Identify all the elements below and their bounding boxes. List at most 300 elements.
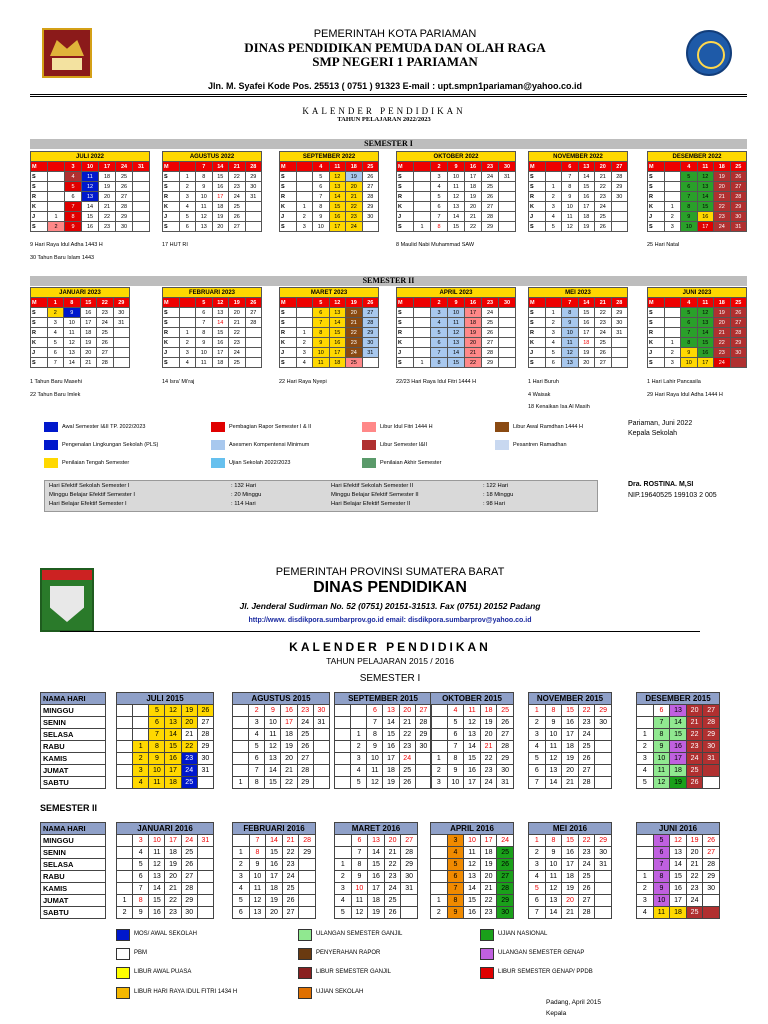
date-cell: 2 bbox=[133, 753, 149, 765]
date-cell: 18 bbox=[480, 847, 497, 859]
date-cell: 19 bbox=[368, 907, 385, 919]
date-cell: 27 bbox=[482, 338, 499, 348]
date-cell: 25 bbox=[578, 741, 595, 753]
day-label: M bbox=[280, 298, 297, 308]
date-cell bbox=[233, 705, 249, 717]
date-cell bbox=[245, 328, 262, 338]
date-cell bbox=[299, 883, 316, 895]
dept-name: DINAS PENDIDIKAN PEMUDA DAN OLAH RAGA bbox=[244, 40, 546, 55]
day-label: M bbox=[31, 298, 48, 308]
bottom-sign-place: Padang, April 2015 bbox=[546, 999, 601, 1006]
legend-swatch bbox=[211, 440, 225, 450]
date-cell: 22 bbox=[465, 222, 482, 232]
day-label: S bbox=[163, 182, 180, 192]
date-cell: 30 bbox=[362, 338, 379, 348]
date-cell bbox=[296, 318, 313, 328]
date-cell bbox=[611, 212, 628, 222]
date-cell: 16 bbox=[465, 162, 482, 172]
date-cell: 23 bbox=[399, 741, 415, 753]
date-cell: 29 bbox=[297, 777, 313, 789]
sumatera-barat-logo bbox=[40, 568, 94, 632]
day-label: S bbox=[163, 172, 180, 182]
date-cell: 3 bbox=[545, 328, 562, 338]
eff-value: : 114 Hari bbox=[231, 501, 256, 507]
date-cell: 9 bbox=[196, 182, 213, 192]
date-cell: 26 bbox=[399, 777, 415, 789]
date-cell: 2 bbox=[664, 212, 681, 222]
date-cell: 26 bbox=[362, 172, 379, 182]
date-cell: 18 bbox=[281, 729, 297, 741]
date-cell: 9 bbox=[64, 308, 81, 318]
bottom-dept-name: DINAS PENDIDIKAN bbox=[313, 579, 467, 596]
date-cell bbox=[414, 182, 431, 192]
month-table bbox=[116, 692, 214, 789]
date-cell: 19 bbox=[281, 741, 297, 753]
day-label: R bbox=[163, 328, 180, 338]
date-cell: 10 bbox=[196, 348, 213, 358]
date-cell: 9 bbox=[447, 907, 464, 919]
date-cell: 26 bbox=[595, 348, 612, 358]
date-cell: 26 bbox=[730, 172, 747, 182]
date-cell: 10 bbox=[149, 835, 165, 847]
date-cell: 29 bbox=[611, 308, 628, 318]
date-cell: 13 bbox=[329, 308, 346, 318]
date-cell: 27 bbox=[703, 847, 720, 859]
date-cell: 2 bbox=[179, 338, 196, 348]
date-cell bbox=[595, 729, 612, 741]
legend-label: Pesantren Ramadhan bbox=[513, 442, 567, 448]
date-cell: 27 bbox=[703, 705, 720, 717]
day-label: K bbox=[648, 202, 665, 212]
date-cell: 2 bbox=[637, 883, 654, 895]
date-cell: 14 bbox=[670, 859, 687, 871]
date-cell: 4 bbox=[133, 777, 149, 789]
date-cell: 7 bbox=[681, 192, 698, 202]
date-cell: 31 bbox=[313, 717, 329, 729]
date-cell: 16 bbox=[578, 318, 595, 328]
date-cell: 27 bbox=[415, 705, 431, 717]
month-table bbox=[528, 822, 612, 919]
date-cell: 29 bbox=[703, 871, 720, 883]
date-cell: 6 bbox=[447, 729, 464, 741]
date-cell: 28 bbox=[245, 318, 262, 328]
date-cell: 10 bbox=[265, 717, 281, 729]
date-cell: 24 bbox=[480, 777, 497, 789]
date-cell: 25 bbox=[97, 328, 114, 338]
date-cell: 5 bbox=[529, 753, 546, 765]
date-cell bbox=[296, 298, 313, 308]
date-cell: 4 bbox=[431, 318, 448, 328]
date-cell: 30 bbox=[197, 753, 213, 765]
date-cell: 20 bbox=[266, 907, 283, 919]
date-cell bbox=[595, 777, 612, 789]
date-cell bbox=[611, 202, 628, 212]
date-cell bbox=[335, 847, 352, 859]
date-cell: 13 bbox=[545, 895, 562, 907]
date-cell: 7 bbox=[351, 847, 368, 859]
date-cell: 26 bbox=[197, 705, 213, 717]
note: 1 Hari Buruh bbox=[528, 379, 559, 385]
date-cell: 28 bbox=[299, 835, 316, 847]
date-cell: 17 bbox=[329, 348, 346, 358]
date-cell: 24 bbox=[482, 172, 499, 182]
day-label: S bbox=[31, 222, 48, 232]
legend-label: UJIAN NASIONAL bbox=[498, 931, 548, 937]
date-cell: 2 bbox=[529, 717, 546, 729]
legend-label: Ujian Sekolah 2022/2023 bbox=[229, 460, 291, 466]
date-cell: 8 bbox=[431, 358, 448, 368]
date-cell bbox=[730, 358, 747, 368]
date-cell bbox=[664, 182, 681, 192]
date-cell: 11 bbox=[196, 358, 213, 368]
day-label: S bbox=[529, 308, 546, 318]
date-cell: 29 bbox=[245, 172, 262, 182]
date-cell bbox=[499, 308, 516, 318]
date-cell: 15 bbox=[670, 729, 687, 741]
date-cell: 7 bbox=[47, 358, 64, 368]
date-cell: 11 bbox=[196, 202, 213, 212]
day-label: K bbox=[163, 338, 180, 348]
date-cell: 13 bbox=[368, 835, 385, 847]
date-cell bbox=[431, 729, 448, 741]
date-cell: 30 bbox=[113, 308, 130, 318]
bottom-gov-name: PEMERINTAH PROVINSI SUMATERA BARAT bbox=[275, 566, 505, 578]
date-cell: 22 bbox=[99, 212, 116, 222]
date-cell: 10 bbox=[313, 348, 330, 358]
date-cell bbox=[133, 705, 149, 717]
date-cell: 4 bbox=[65, 172, 82, 182]
date-cell: 14 bbox=[165, 729, 181, 741]
date-cell: 8 bbox=[681, 338, 698, 348]
date-cell: 23 bbox=[714, 212, 731, 222]
date-cell bbox=[595, 907, 612, 919]
date-cell bbox=[664, 328, 681, 338]
date-cell: 9 bbox=[249, 859, 266, 871]
date-cell: 13 bbox=[670, 705, 687, 717]
date-cell: 10 bbox=[82, 162, 99, 172]
date-cell: 31 bbox=[245, 192, 262, 202]
date-cell: 6 bbox=[47, 348, 64, 358]
legend-label: Penilaian Tengah Semester bbox=[62, 460, 130, 466]
calendar-year: TAHUN PELAJARAN 2022/2023 bbox=[337, 116, 431, 123]
day-label: J bbox=[31, 348, 48, 358]
eff-value: : 20 Minggu bbox=[231, 492, 262, 498]
date-cell: 31 bbox=[703, 753, 720, 765]
date-cell bbox=[335, 835, 352, 847]
nama-hari-header: NAMA HARI bbox=[41, 693, 106, 705]
month-header: JANUARI 2016 bbox=[117, 823, 214, 835]
date-cell: 4 bbox=[447, 847, 464, 859]
date-cell: 5 bbox=[681, 308, 698, 318]
date-cell: 22 bbox=[714, 338, 731, 348]
date-cell: 20 bbox=[99, 192, 116, 202]
date-cell: 15 bbox=[329, 328, 346, 338]
date-cell: 14 bbox=[578, 298, 595, 308]
date-cell bbox=[117, 777, 133, 789]
date-cell: 29 bbox=[197, 741, 213, 753]
date-cell: 19 bbox=[562, 883, 579, 895]
date-cell bbox=[499, 318, 516, 328]
date-cell: 12 bbox=[670, 835, 687, 847]
date-cell: 21 bbox=[686, 859, 703, 871]
date-cell: 23 bbox=[97, 308, 114, 318]
date-cell: 17 bbox=[464, 777, 481, 789]
date-cell bbox=[296, 192, 313, 202]
date-cell bbox=[664, 308, 681, 318]
date-cell: 11 bbox=[653, 765, 670, 777]
note: 30 Tahun Baru Islam 1443 bbox=[30, 255, 95, 261]
day-label: S bbox=[648, 318, 665, 328]
date-cell bbox=[296, 162, 313, 172]
date-cell bbox=[351, 717, 367, 729]
date-cell: 29 bbox=[113, 298, 130, 308]
date-cell: 17 bbox=[697, 358, 714, 368]
legend-swatch bbox=[480, 967, 494, 979]
date-cell bbox=[637, 835, 654, 847]
day-label: S bbox=[648, 358, 665, 368]
day-label: R bbox=[280, 328, 297, 338]
date-cell: 13 bbox=[464, 871, 481, 883]
day-label: S bbox=[163, 318, 180, 328]
date-cell: 3 bbox=[65, 162, 82, 172]
date-cell: 15 bbox=[265, 777, 281, 789]
date-cell: 10 bbox=[562, 328, 579, 338]
day-label: J bbox=[529, 348, 546, 358]
date-cell: 12 bbox=[697, 308, 714, 318]
date-cell bbox=[664, 318, 681, 328]
date-cell: 6 bbox=[653, 847, 670, 859]
date-cell bbox=[233, 717, 249, 729]
date-cell bbox=[313, 729, 329, 741]
day-label: S bbox=[163, 222, 180, 232]
note: 29 Hari Raya Idul Adha 1444 H bbox=[647, 392, 723, 398]
date-cell: 4 bbox=[637, 907, 654, 919]
date-cell: 8 bbox=[367, 729, 383, 741]
day-label: S bbox=[280, 308, 297, 318]
date-cell: 23 bbox=[480, 765, 497, 777]
month-table bbox=[334, 822, 418, 919]
date-cell: 9 bbox=[448, 298, 465, 308]
month-header: NOVEMBER 2022 bbox=[529, 152, 628, 162]
date-cell bbox=[197, 883, 213, 895]
legend-swatch bbox=[211, 422, 225, 432]
date-cell: 29 bbox=[611, 182, 628, 192]
date-cell: 26 bbox=[384, 907, 401, 919]
date-cell: 6 bbox=[447, 871, 464, 883]
date-cell: 10 bbox=[653, 895, 670, 907]
date-cell: 1 bbox=[48, 212, 65, 222]
date-cell: 25 bbox=[497, 705, 514, 717]
date-cell bbox=[414, 162, 431, 172]
date-cell: 15 bbox=[212, 172, 229, 182]
legend-swatch bbox=[495, 422, 509, 432]
date-cell bbox=[431, 859, 448, 871]
day-label: JUMAT bbox=[41, 765, 106, 777]
day-label: S bbox=[280, 172, 297, 182]
date-cell: 26 bbox=[229, 212, 246, 222]
date-cell: 4 bbox=[351, 765, 367, 777]
legend-label: PBM bbox=[134, 950, 148, 956]
date-cell: 11 bbox=[265, 729, 281, 741]
date-cell bbox=[335, 729, 351, 741]
date-cell: 5 bbox=[447, 717, 464, 729]
month-header: OKTOBER 2015 bbox=[431, 693, 514, 705]
date-cell: 30 bbox=[497, 765, 514, 777]
date-cell: 21 bbox=[282, 835, 299, 847]
note: 14 Isra' Mi'raj bbox=[162, 379, 195, 385]
date-cell: 12 bbox=[196, 212, 213, 222]
date-cell: 22 bbox=[229, 328, 246, 338]
date-cell: 21 bbox=[181, 729, 197, 741]
date-cell bbox=[179, 318, 196, 328]
date-cell bbox=[113, 348, 130, 358]
date-cell: 8 bbox=[64, 298, 81, 308]
legend-swatch bbox=[298, 929, 312, 941]
date-cell: 7 bbox=[529, 777, 546, 789]
date-cell: 1 bbox=[296, 328, 313, 338]
date-cell: 25 bbox=[181, 777, 197, 789]
date-cell: 10 bbox=[448, 308, 465, 318]
date-cell: 17 bbox=[480, 835, 497, 847]
date-cell: 1 bbox=[179, 172, 196, 182]
date-cell: 13 bbox=[562, 358, 579, 368]
month-table bbox=[232, 822, 316, 919]
day-label: S bbox=[397, 308, 414, 318]
date-cell bbox=[197, 859, 213, 871]
date-cell: 23 bbox=[229, 182, 246, 192]
date-cell: 22 bbox=[595, 308, 612, 318]
date-cell: 6 bbox=[179, 222, 196, 232]
date-cell bbox=[296, 172, 313, 182]
date-cell: 2 bbox=[47, 308, 64, 318]
date-cell: 27 bbox=[497, 871, 514, 883]
day-label: S bbox=[529, 172, 546, 182]
date-cell: 14 bbox=[578, 172, 595, 182]
date-cell: 28 bbox=[703, 859, 720, 871]
date-cell bbox=[117, 741, 133, 753]
date-cell: 21 bbox=[480, 883, 497, 895]
day-label: K bbox=[280, 338, 297, 348]
date-cell: 31 bbox=[133, 162, 150, 172]
date-cell: 14 bbox=[212, 318, 229, 328]
day-label: R bbox=[31, 328, 48, 338]
eff-value: : 122 Hari bbox=[483, 483, 509, 489]
note: 18 Kenaikan Isa Al Masih bbox=[528, 404, 590, 410]
date-cell: 23 bbox=[714, 348, 731, 358]
date-cell: 16 bbox=[329, 212, 346, 222]
date-cell: 26 bbox=[482, 192, 499, 202]
date-cell bbox=[245, 338, 262, 348]
school-address: Jln. M. Syafei Kode Pos. 25513 ( 0751 ) 91323 E-mail : upt.smpn1pariaman@yahoo.co.id bbox=[208, 81, 582, 91]
note: 1 Tahun Baru Masehi bbox=[30, 379, 82, 385]
date-cell: 29 bbox=[595, 835, 612, 847]
day-label: SELASA bbox=[41, 859, 106, 871]
date-cell: 25 bbox=[181, 847, 197, 859]
date-cell: 28 bbox=[730, 192, 747, 202]
date-cell: 28 bbox=[181, 883, 197, 895]
date-cell: 18 bbox=[212, 202, 229, 212]
date-cell: 28 bbox=[578, 777, 595, 789]
legend-swatch bbox=[116, 929, 130, 941]
date-cell: 1 bbox=[179, 328, 196, 338]
date-cell: 5 bbox=[653, 835, 670, 847]
month-header: MARET 2016 bbox=[335, 823, 418, 835]
date-cell: 6 bbox=[367, 705, 383, 717]
date-cell: 20 bbox=[165, 871, 181, 883]
date-cell: 23 bbox=[282, 859, 299, 871]
date-cell: 28 bbox=[415, 717, 431, 729]
date-cell: 25 bbox=[497, 847, 514, 859]
date-cell: 6 bbox=[196, 308, 213, 318]
date-cell bbox=[703, 907, 720, 919]
note: 17 HUT RI bbox=[162, 242, 188, 248]
date-cell: 11 bbox=[149, 847, 165, 859]
day-label: S bbox=[31, 182, 48, 192]
eff-label: Hari Efektif Sekolah Semester II bbox=[331, 483, 414, 489]
date-cell: 18 bbox=[80, 328, 97, 338]
date-cell: 5 bbox=[637, 777, 654, 789]
date-cell: 10 bbox=[447, 777, 464, 789]
day-label: R bbox=[648, 328, 665, 338]
date-cell: 11 bbox=[249, 883, 266, 895]
date-cell: 5 bbox=[545, 222, 562, 232]
date-cell: 12 bbox=[545, 753, 562, 765]
date-cell: 4 bbox=[529, 871, 546, 883]
date-cell: 22 bbox=[281, 777, 297, 789]
date-cell: 12 bbox=[82, 182, 99, 192]
date-cell: 20 bbox=[281, 753, 297, 765]
date-cell bbox=[117, 871, 133, 883]
date-cell bbox=[299, 907, 316, 919]
date-cell: 11 bbox=[149, 777, 165, 789]
date-cell: 17 bbox=[465, 308, 482, 318]
day-label: M bbox=[648, 162, 665, 172]
date-cell: 19 bbox=[99, 182, 116, 192]
date-cell: 13 bbox=[265, 753, 281, 765]
note: 22/23 Hari Raya Idul Fitri 1444 H bbox=[396, 379, 477, 385]
date-cell bbox=[313, 765, 329, 777]
date-cell: 4 bbox=[681, 298, 698, 308]
day-label: K bbox=[397, 202, 414, 212]
date-cell: 5 bbox=[196, 298, 213, 308]
date-cell bbox=[233, 835, 250, 847]
date-cell: 20 bbox=[80, 348, 97, 358]
date-cell: 21 bbox=[465, 212, 482, 222]
date-cell: 13 bbox=[249, 907, 266, 919]
date-cell: 15 bbox=[578, 308, 595, 318]
date-cell: 20 bbox=[346, 182, 363, 192]
month-header: JUNI 2016 bbox=[637, 823, 720, 835]
date-cell: 14 bbox=[670, 717, 687, 729]
day-label: J bbox=[648, 212, 665, 222]
date-cell: 9 bbox=[545, 847, 562, 859]
date-cell: 19 bbox=[480, 859, 497, 871]
month-header: JULI 2022 bbox=[31, 152, 150, 162]
date-cell: 25 bbox=[297, 729, 313, 741]
date-cell: 2 bbox=[637, 741, 654, 753]
date-cell: 28 bbox=[497, 883, 514, 895]
date-cell: 22 bbox=[480, 895, 497, 907]
date-cell: 7 bbox=[313, 192, 330, 202]
date-cell: 3 bbox=[47, 318, 64, 328]
date-cell: 14 bbox=[697, 192, 714, 202]
date-cell bbox=[595, 741, 612, 753]
date-cell: 8 bbox=[545, 835, 562, 847]
date-cell: 26 bbox=[482, 328, 499, 338]
date-cell: 29 bbox=[730, 202, 747, 212]
date-cell: 24 bbox=[595, 328, 612, 338]
date-cell: 1 bbox=[637, 729, 654, 741]
